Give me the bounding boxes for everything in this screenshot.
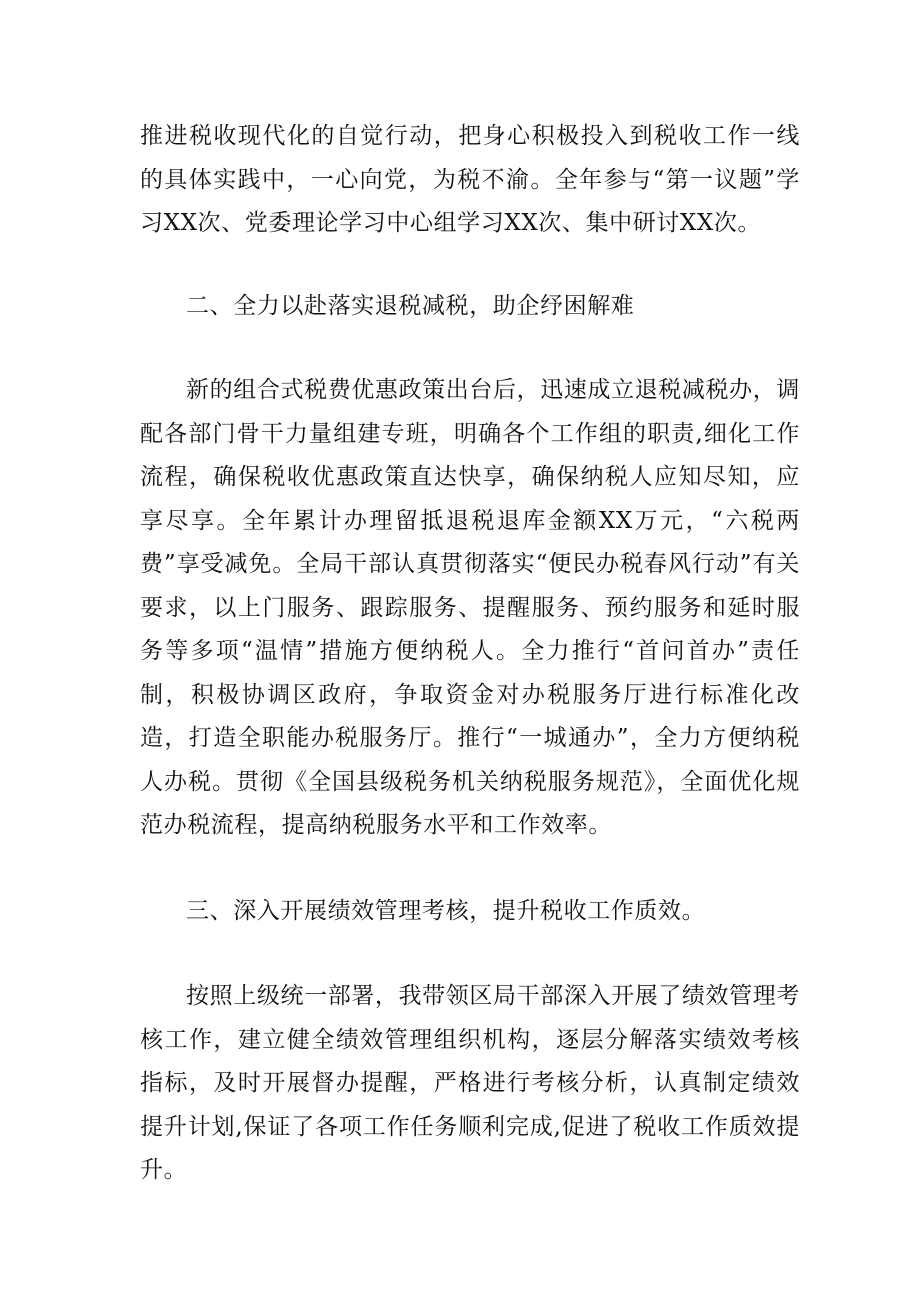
paragraph-continuation: 推进税收现代化的自觉行动，把身心积极投入到税收工作一线的具体实践中，一心向党，为税不渝。全年参与“第一议题”学习XX次、党委理论学习中心组学习XX次、集中研讨XX次。 [140,123,800,236]
paragraph-performance: 按照上级统一部署，我带领区局干部深入开展了绩效管理考核工作，建立健全绩效管理组织机构，逐层分解落实绩效考核指标，及时开展督办提醒，严格进行考核分析，认真制定绩效提升计划,保证了各项工作任务顺利完成,促进了税收工作质效提升。 [140,983,800,1183]
section-heading-2: 二、全力以赴落实退税减税，助企纾困解难 [186,293,635,319]
section-heading-3: 三、深入开展绩效管理考核，提升税收工作质效。 [186,898,706,924]
paragraph-tax-relief: 新的组合式税费优惠政策出台后，迅速成立退税减税办，调配各部门骨干力量组建专班，明确各个工作组的职责,细化工作流程，确保税收优惠政策直达快享，确保纳税人应知尽知，应享尽享。全年累计办理留抵退税退库金额XX万元，“六税两费”享受减免。全局干部认真贯彻落实“便民办税春风行动”有关要求，以上门服务、跟踪服务、提醒服务、预约服务和延时服务等多项“温情”措施方便纳税人。全力推行“首问首办”责任制，积极协调区政府，争取资金对办税服务厅进行标准化改造，打造全职能办税服务厅。推行“一城通办”，全力方便纳税人办税。贯彻《全国县级税务机关纳税服务规范》，全面优化规范办税流程，提高纳税服务水平和工作效率。 [140,377,800,838]
